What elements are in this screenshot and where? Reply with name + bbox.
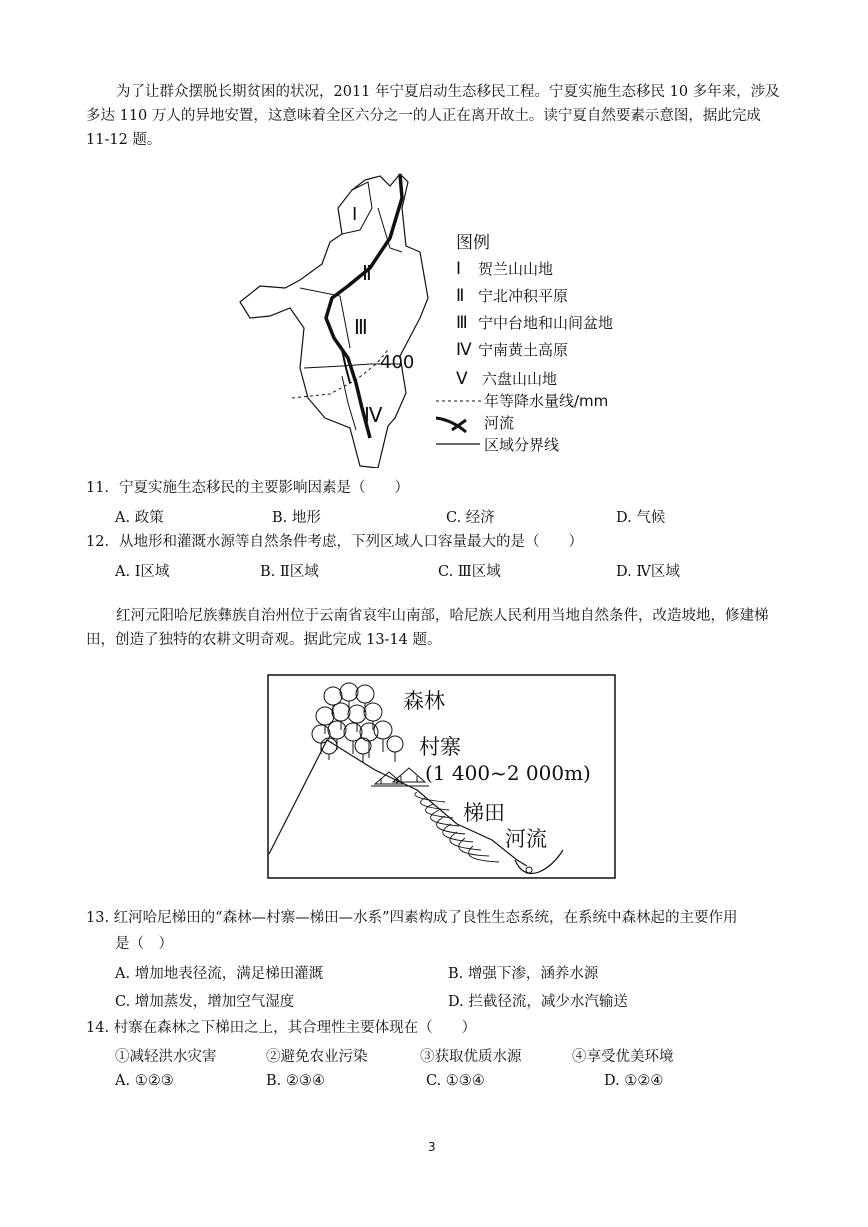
yellow-river	[326, 174, 402, 438]
legend-boundary-text: 区域分界线	[484, 436, 560, 454]
legend-text-2: 宁北冲积平原	[478, 287, 569, 305]
q11-option-c[interactable]: C. 经济	[446, 510, 495, 526]
question-12-stem: 12．从地形和灌溉水源等自然条件考虑，下列区域人口容量最大的是（ ）	[86, 534, 583, 550]
q13-option-b[interactable]: B. 增强下渗，涵养水源	[448, 966, 599, 982]
label-forest: 森林	[403, 689, 445, 713]
q14-item-1: ①减轻洪水灾害	[115, 1049, 217, 1065]
region-label-2: Ⅱ	[362, 261, 372, 285]
label-village: 村寨	[419, 735, 461, 759]
q14-option-d[interactable]: D. ①②④	[604, 1073, 664, 1089]
q12-option-b[interactable]: B. Ⅱ区域	[260, 564, 319, 580]
q14-option-a[interactable]: A. ①②③	[115, 1073, 174, 1089]
legend-text-1: 贺兰山山地	[478, 260, 554, 278]
intro-paragraph-1: 为了让群众摆脱长期贫困的状况，2011 年宁夏启动生态移民工程。宁夏实施生态移民 10 多年来，涉及多达 110 万人的异地安置，这意味着全区六分之一的人正在离开故土。读宁夏自然要素示意图，据此完成 11-12 题。	[86, 84, 780, 148]
legend-num-3: Ⅲ	[456, 313, 468, 333]
q11-option-d[interactable]: D. 气候	[616, 510, 666, 526]
legend-river-text: 河流	[484, 414, 515, 432]
region-label-3: Ⅲ	[354, 315, 368, 339]
village-houses	[371, 768, 429, 786]
intro-paragraph-2: 红河元阳哈尼族彝族自治州位于云南省哀牢山南部，哈尼族人民利用当地自然条件，改造坡地，修建梯田，创造了独特的农耕文明奇观。据此完成 13-14 题。	[86, 608, 769, 648]
legend-text-5: 六盘山山地	[482, 370, 558, 388]
isohyet-label: 400	[380, 352, 415, 373]
legend-river-symbol	[436, 418, 466, 432]
question-11-stem: 11．宁夏实施生态移民的主要影响因素是（ ）	[86, 480, 409, 496]
terrace-diagram	[267, 674, 617, 880]
q13-option-c[interactable]: C. 增加蒸发，增加空气湿度	[115, 994, 295, 1010]
q14-option-c[interactable]: C. ①③④	[426, 1073, 485, 1089]
legend-region-entries	[456, 259, 613, 389]
boundary-region-5	[342, 376, 356, 430]
question-13-stem-line1: 13. 红河哈尼梯田的“森林—村寨—梯田—水系”四素构成了良性生态系统，在系统中森林起的主要作用	[86, 910, 738, 926]
q13-option-d[interactable]: D. 拦截径流，减少水汽输送	[448, 994, 628, 1010]
legend-line-entries	[436, 392, 608, 454]
river-symbol	[526, 867, 532, 873]
q14-item-4: ④享受优美环境	[572, 1049, 674, 1065]
q13-option-a[interactable]: A. 增加地表径流，满足梯田灌溉	[115, 966, 324, 982]
q11-option-a[interactable]: A. 政策	[115, 510, 164, 526]
legend-num-1: Ⅰ	[456, 259, 462, 279]
q12-option-c[interactable]: C. Ⅲ区域	[438, 564, 501, 580]
question-14-stem: 14. 村寨在森林之下梯田之上，其合理性主要体现在（ ）	[86, 1020, 477, 1036]
q14-item-2: ②避免农业污染	[266, 1049, 368, 1065]
forest-trees	[312, 683, 403, 762]
legend-isohyet-text: 年等降水量线/mm	[484, 392, 609, 410]
q14-option-b[interactable]: B. ②③④	[266, 1073, 325, 1089]
q11-option-b[interactable]: B. 地形	[272, 510, 321, 526]
label-altitude: (1 400~2 000m)	[425, 761, 591, 785]
question-13-stem-line2: 是（ ）	[115, 936, 173, 952]
page-number: 3	[428, 1140, 436, 1154]
label-terrace: 梯田	[463, 801, 505, 825]
ningxia-map-figure	[230, 168, 650, 468]
legend-num-5: Ⅴ	[456, 369, 468, 389]
q14-item-3: ③获取优质水源	[420, 1049, 522, 1065]
legend-num-2: Ⅱ	[456, 286, 465, 306]
region-label-4: Ⅳ	[364, 403, 383, 427]
region-label-1: Ⅰ	[352, 204, 358, 225]
ningxia-outline	[240, 174, 428, 468]
legend-text-4: 宁南黄土高原	[478, 341, 569, 359]
legend-num-4: Ⅳ	[456, 340, 472, 360]
river-valley	[515, 850, 563, 874]
legend-title: 图例	[456, 233, 490, 253]
legend-text-3: 宁中台地和山间盆地	[478, 314, 614, 332]
label-river: 河流	[505, 827, 547, 851]
q12-option-a[interactable]: A. Ⅰ区域	[115, 564, 170, 580]
q12-option-d[interactable]: D. Ⅳ区域	[616, 564, 680, 580]
